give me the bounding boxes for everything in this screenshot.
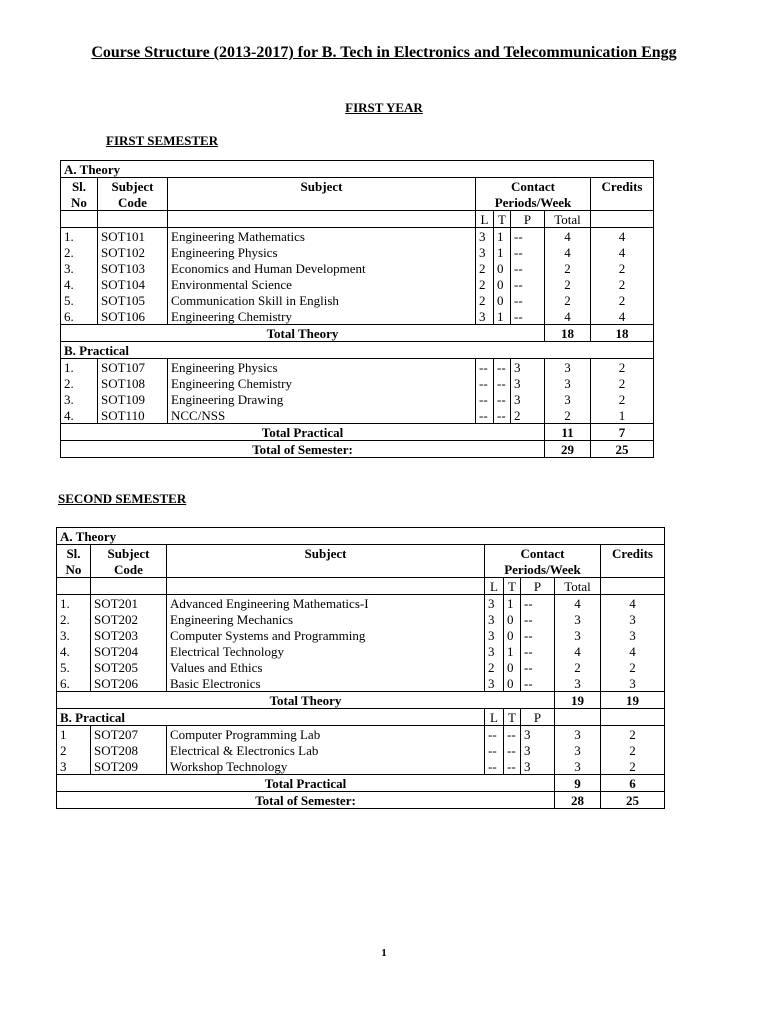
credits-cell: 2 — [601, 758, 665, 775]
table-row — [61, 308, 654, 325]
p-cell: -- — [511, 260, 545, 276]
page-title: Course Structure (2013-2017) for B. Tech in Electronics and Telecommunication Engg — [91, 44, 677, 61]
code-header-2: Code — [98, 194, 168, 211]
total-cell: 3 — [555, 611, 601, 627]
total-practical-row — [61, 424, 654, 441]
table-row — [57, 758, 665, 775]
t-cell: -- — [504, 742, 521, 758]
table-row — [57, 611, 665, 627]
sl-cell: 3. — [61, 260, 98, 276]
practical-t-header: T — [504, 709, 521, 726]
t-cell: 0 — [504, 611, 521, 627]
l-cell: -- — [476, 391, 494, 407]
total-semester-total: 28 — [555, 792, 601, 809]
total-practical-row — [57, 775, 665, 792]
total-semester-label: Total of Semester: — [61, 441, 545, 458]
total-semester-credits: 25 — [601, 792, 665, 809]
total-cell: 4 — [545, 228, 591, 245]
total-practical-total: 11 — [545, 424, 591, 441]
sl-header — [57, 545, 91, 562]
total-header: Total — [545, 211, 591, 228]
code-cell: SOT106 — [98, 308, 168, 325]
total-cell: 4 — [555, 643, 601, 659]
credits-cell: 4 — [601, 595, 665, 612]
total-cell: 2 — [545, 260, 591, 276]
credits-cell: 2 — [591, 359, 654, 376]
total-cell: 3 — [545, 391, 591, 407]
code-cell: SOT201 — [91, 595, 167, 612]
code-header-text: Subject — [107, 545, 150, 561]
sl-cell: 3 — [57, 758, 91, 775]
contact-header: Contact — [485, 545, 601, 562]
credits-cell: 4 — [591, 244, 654, 260]
t-cell: -- — [494, 407, 511, 424]
total-cell: 4 — [555, 595, 601, 612]
sl-cell: 2 — [57, 742, 91, 758]
sl-cell: 6. — [57, 675, 91, 692]
code-header-text: Subject — [111, 178, 154, 194]
total-semester-credits: 25 — [591, 441, 654, 458]
practical-section-row — [61, 342, 654, 359]
t-cell: -- — [504, 758, 521, 775]
sl-cell: 4. — [61, 407, 98, 424]
subject-header: Subject — [167, 545, 485, 562]
t-cell: -- — [504, 726, 521, 743]
blank-cell — [601, 709, 665, 726]
practical-section-row — [57, 709, 665, 726]
sl-cell: 5. — [61, 292, 98, 308]
l-header: L — [476, 211, 494, 228]
credits-cell: 2 — [591, 260, 654, 276]
total-theory-credits: 19 — [601, 692, 665, 709]
t-cell: 0 — [504, 627, 521, 643]
l-cell: -- — [476, 407, 494, 424]
sl-cell: 5. — [57, 659, 91, 675]
t-cell: 1 — [494, 244, 511, 260]
p-cell: -- — [521, 659, 555, 675]
t-cell: 0 — [494, 260, 511, 276]
subject-cell: Engineering Chemistry — [168, 375, 476, 391]
credits-cell: 3 — [601, 627, 665, 643]
p-cell: -- — [511, 292, 545, 308]
code-header-2: Code — [91, 561, 167, 578]
subject-cell: Values and Ethics — [167, 659, 485, 675]
ltp-header-row — [57, 578, 665, 595]
sl-cell: 1. — [61, 228, 98, 245]
total-semester-row — [61, 441, 654, 458]
sl-cell: 4. — [61, 276, 98, 292]
subject-cell: Engineering Mechanics — [167, 611, 485, 627]
total-cell: 3 — [545, 375, 591, 391]
subject-cell: NCC/NSS — [168, 407, 476, 424]
t-cell: 0 — [504, 659, 521, 675]
blank-cell — [57, 578, 91, 595]
table-row — [57, 675, 665, 692]
sl-cell: 4. — [57, 643, 91, 659]
t-cell: 1 — [494, 228, 511, 245]
l-cell: 3 — [485, 595, 504, 612]
practical-section-label: B. Practical — [57, 709, 485, 726]
header-row — [61, 178, 654, 195]
p-cell: -- — [511, 228, 545, 245]
no-header: No — [61, 194, 98, 211]
l-cell: 2 — [485, 659, 504, 675]
table-row — [57, 659, 665, 675]
t-cell: -- — [494, 391, 511, 407]
total-cell: 3 — [555, 675, 601, 692]
code-cell: SOT108 — [98, 375, 168, 391]
total-theory-label: Total Theory — [61, 325, 545, 342]
contact-header: Contact — [476, 178, 591, 195]
l-cell: 2 — [476, 292, 494, 308]
subject-cell: Workshop Technology — [167, 758, 485, 775]
l-cell: -- — [485, 758, 504, 775]
practical-l-header: L — [485, 709, 504, 726]
code-cell: SOT101 — [98, 228, 168, 245]
total-practical-label: Total Practical — [61, 424, 545, 441]
p-cell: -- — [511, 244, 545, 260]
p-cell: -- — [511, 276, 545, 292]
total-practical-credits: 7 — [591, 424, 654, 441]
subject-cell: Engineering Physics — [168, 244, 476, 260]
t-header: T — [504, 578, 521, 595]
total-theory-total: 19 — [555, 692, 601, 709]
sl-cell: 2. — [61, 244, 98, 260]
table-row — [61, 391, 654, 407]
total-semester-total: 29 — [545, 441, 591, 458]
credits-header: Credits — [601, 545, 665, 562]
total-theory-total: 18 — [545, 325, 591, 342]
table-row — [61, 260, 654, 276]
p-cell: -- — [521, 675, 555, 692]
subject-header-blank — [167, 561, 485, 578]
sl-cell: 3. — [61, 391, 98, 407]
l-cell: 3 — [485, 611, 504, 627]
p-header: P — [521, 578, 555, 595]
credits-cell: 4 — [591, 228, 654, 245]
l-cell: 2 — [476, 260, 494, 276]
subject-cell: Environmental Science — [168, 276, 476, 292]
sl-header-text: Sl. — [71, 178, 87, 194]
t-cell: 0 — [504, 675, 521, 692]
practical-p-header: P — [521, 709, 555, 726]
credits-cell: 1 — [591, 407, 654, 424]
credits-cell: 3 — [601, 675, 665, 692]
blank-cell — [61, 211, 98, 228]
l-cell: 2 — [476, 276, 494, 292]
subject-cell: Engineering Drawing — [168, 391, 476, 407]
ltp-header-row — [61, 211, 654, 228]
l-header: L — [485, 578, 504, 595]
subject-cell: Electrical & Electronics Lab — [167, 742, 485, 758]
table-row — [57, 595, 665, 612]
code-cell: SOT204 — [91, 643, 167, 659]
credits-cell: 2 — [601, 742, 665, 758]
subject-header-blank — [168, 194, 476, 211]
p-cell: 3 — [511, 375, 545, 391]
subject-cell: Advanced Engineering Mathematics-I — [167, 595, 485, 612]
total-cell: 3 — [545, 359, 591, 376]
p-cell: -- — [511, 308, 545, 325]
table-row — [61, 375, 654, 391]
total-theory-row — [57, 692, 665, 709]
total-cell: 3 — [555, 627, 601, 643]
blank-cell — [555, 709, 601, 726]
t-header: T — [494, 211, 511, 228]
credits-header-blank — [591, 194, 654, 211]
p-cell: 3 — [521, 726, 555, 743]
subject-cell: Economics and Human Development — [168, 260, 476, 276]
total-cell: 2 — [545, 292, 591, 308]
code-cell: SOT102 — [98, 244, 168, 260]
no-header: No — [57, 561, 91, 578]
subject-cell: Basic Electronics — [167, 675, 485, 692]
subject-cell: Engineering Mathematics — [168, 228, 476, 245]
total-cell: 3 — [555, 726, 601, 743]
p-cell: 2 — [511, 407, 545, 424]
code-cell: SOT209 — [91, 758, 167, 775]
sl-header — [61, 178, 98, 195]
theory-section-label: A. Theory — [57, 528, 665, 545]
sl-cell: 6. — [61, 308, 98, 325]
total-semester-label: Total of Semester: — [57, 792, 555, 809]
semester-heading-second: SECOND SEMESTER — [58, 491, 187, 506]
page-number: 1 — [381, 947, 387, 959]
code-header — [98, 178, 168, 195]
p-cell: 3 — [511, 359, 545, 376]
l-cell: -- — [485, 726, 504, 743]
table-row — [61, 292, 654, 308]
l-cell: 3 — [476, 244, 494, 260]
t-cell: -- — [494, 375, 511, 391]
credits-cell: 2 — [591, 292, 654, 308]
l-cell: 3 — [485, 675, 504, 692]
subject-cell: Computer Programming Lab — [167, 726, 485, 743]
table-row — [57, 643, 665, 659]
total-practical-label: Total Practical — [57, 775, 555, 792]
code-cell: SOT110 — [98, 407, 168, 424]
theory-section-row — [61, 161, 654, 178]
credits-cell: 2 — [601, 726, 665, 743]
code-cell: SOT202 — [91, 611, 167, 627]
blank-cell — [591, 211, 654, 228]
credits-header: Credits — [591, 178, 654, 195]
table-row — [61, 244, 654, 260]
credits-cell: 2 — [591, 375, 654, 391]
periods-header: Periods/Week — [476, 194, 591, 211]
total-theory-row — [61, 325, 654, 342]
code-cell: SOT205 — [91, 659, 167, 675]
t-cell: -- — [494, 359, 511, 376]
subject-cell: Engineering Physics — [168, 359, 476, 376]
l-cell: -- — [476, 359, 494, 376]
subject-cell: Engineering Chemistry — [168, 308, 476, 325]
blank-cell — [167, 578, 485, 595]
total-semester-row — [57, 792, 665, 809]
credits-cell: 2 — [601, 659, 665, 675]
table-row — [61, 359, 654, 376]
total-cell: 2 — [545, 276, 591, 292]
code-cell: SOT103 — [98, 260, 168, 276]
total-practical-credits: 6 — [601, 775, 665, 792]
course-table-1 — [60, 160, 654, 458]
subject-header: Subject — [168, 178, 476, 195]
total-practical-total: 9 — [555, 775, 601, 792]
code-header — [91, 545, 167, 562]
l-cell: 3 — [476, 228, 494, 245]
blank-cell — [168, 211, 476, 228]
credits-cell: 4 — [601, 643, 665, 659]
l-cell: -- — [476, 375, 494, 391]
credits-cell: 3 — [601, 611, 665, 627]
blank-cell — [98, 211, 168, 228]
theory-section-row — [57, 528, 665, 545]
total-cell: 3 — [555, 742, 601, 758]
table-row — [57, 726, 665, 743]
subject-cell: Communication Skill in English — [168, 292, 476, 308]
total-theory-label: Total Theory — [57, 692, 555, 709]
table-row — [61, 228, 654, 245]
t-cell: 0 — [494, 276, 511, 292]
table-row — [61, 276, 654, 292]
year-heading: FIRST YEAR — [345, 100, 423, 115]
periods-header: Periods/Week — [485, 561, 601, 578]
course-table-2 — [56, 527, 665, 809]
code-cell: SOT105 — [98, 292, 168, 308]
header-row — [57, 545, 665, 562]
code-cell: SOT203 — [91, 627, 167, 643]
l-cell: 3 — [476, 308, 494, 325]
practical-section-label: B. Practical — [61, 342, 654, 359]
code-cell: SOT208 — [91, 742, 167, 758]
p-cell: 3 — [521, 758, 555, 775]
subject-cell: Computer Systems and Programming — [167, 627, 485, 643]
total-cell: 4 — [545, 244, 591, 260]
theory-section-label: A. Theory — [61, 161, 654, 178]
code-cell: SOT107 — [98, 359, 168, 376]
table-row — [57, 742, 665, 758]
credits-cell: 2 — [591, 276, 654, 292]
blank-cell — [91, 578, 167, 595]
table-row — [57, 627, 665, 643]
total-cell: 2 — [555, 659, 601, 675]
sl-cell: 1. — [57, 595, 91, 612]
header-row-2 — [57, 561, 665, 578]
t-cell: 0 — [494, 292, 511, 308]
credits-cell: 2 — [591, 391, 654, 407]
l-cell: -- — [485, 742, 504, 758]
p-cell: -- — [521, 611, 555, 627]
t-cell: 1 — [504, 595, 521, 612]
table-row — [61, 407, 654, 424]
sl-cell: 1 — [57, 726, 91, 743]
total-cell: 3 — [555, 758, 601, 775]
semester-heading-first: FIRST SEMESTER — [106, 133, 219, 148]
sl-cell: 2. — [61, 375, 98, 391]
code-cell: SOT207 — [91, 726, 167, 743]
code-cell: SOT206 — [91, 675, 167, 692]
sl-cell: 2. — [57, 611, 91, 627]
l-cell: 3 — [485, 643, 504, 659]
sl-header-text: Sl. — [66, 545, 81, 561]
subject-cell: Electrical Technology — [167, 643, 485, 659]
total-cell: 2 — [545, 407, 591, 424]
total-theory-credits: 18 — [591, 325, 654, 342]
p-cell: -- — [521, 643, 555, 659]
total-cell: 4 — [545, 308, 591, 325]
p-header: P — [511, 211, 545, 228]
blank-cell — [601, 578, 665, 595]
t-cell: 1 — [494, 308, 511, 325]
sl-cell: 1. — [61, 359, 98, 376]
code-cell: SOT104 — [98, 276, 168, 292]
p-cell: -- — [521, 627, 555, 643]
code-cell: SOT109 — [98, 391, 168, 407]
t-cell: 1 — [504, 643, 521, 659]
l-cell: 3 — [485, 627, 504, 643]
p-cell: -- — [521, 595, 555, 612]
header-row-2 — [61, 194, 654, 211]
sl-cell: 3. — [57, 627, 91, 643]
credits-cell: 4 — [591, 308, 654, 325]
credits-header-blank — [601, 561, 665, 578]
p-cell: 3 — [511, 391, 545, 407]
p-cell: 3 — [521, 742, 555, 758]
total-header: Total — [555, 578, 601, 595]
